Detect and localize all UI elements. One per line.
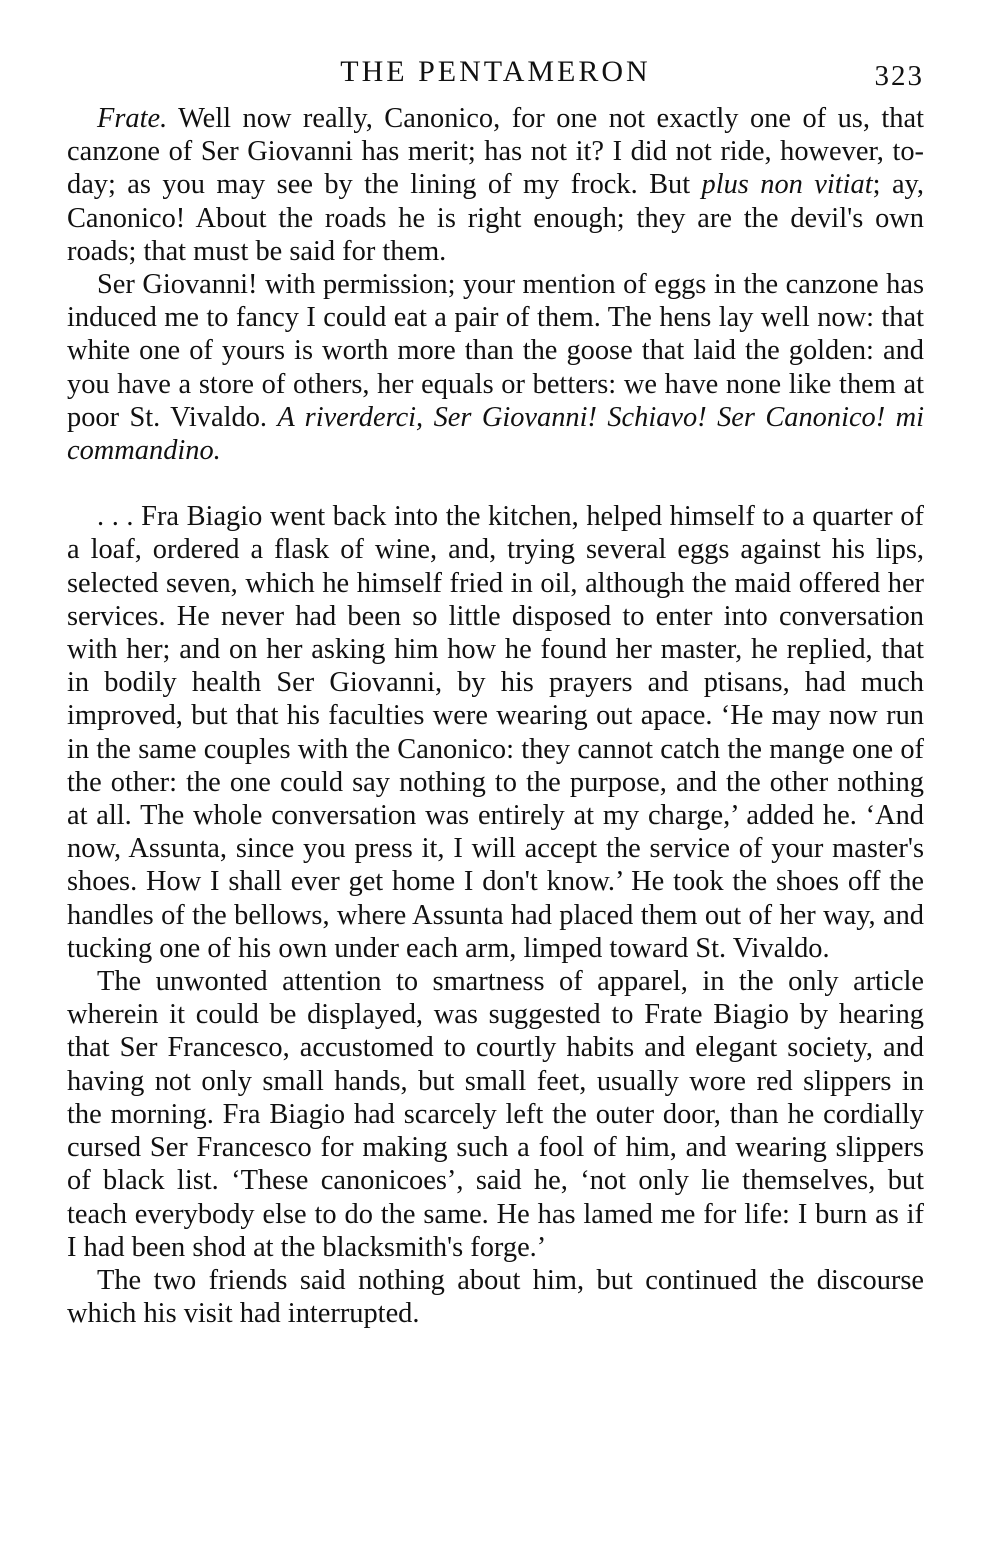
paragraph-frate-speech <box>67 102 924 268</box>
paragraph-red-slippers <box>67 965 924 1264</box>
paragraph-ser-giovanni <box>67 268 924 467</box>
paragraph-text: The unwonted attention to smartness of apparel, in the only article wherein it could be displayed, was suggested to Frate Biagio by hearing that Ser Francesco, accustomed to courtly habits and elegant society, and having not only small hands, but small feet, usually wore red slippers in the morning. Fra Biagio had scarcely left the outer door, than he cordially cursed Ser Francesco for making such a fool of him, and wearing slippers of black list. ‘These canonicoes’, said he, ‘not only lie themselves, but teach everybody else to do the same. He has lamed me for life: I burn as if I had been shod at the blacksmith's forge.’ <box>67 966 924 1263</box>
italian-farewell: A riverderci, Ser Giovanni! Schiavo! Ser Canonico! mi commandino. <box>67 401 925 467</box>
paragraph-text: Well now really, Canonico, for one not exactly one of us, that canzone of Ser Giovanni has merit; has not it? I did not ride, however, to-day; as you may see by the lining of my frock. But <box>67 103 924 201</box>
page-number: 323 <box>874 60 924 92</box>
paragraph-text: . . . Fra Biagio went back into the kitchen, helped himself to a quarter of a loaf, ordered a flask of wine, and, trying several eggs against his lips, selected seven, which he himself fried in oil, although the maid offered her services. He never had been so little disposed to enter into conversation with her; and on her asking him how he found her master, he replied, that in bodily health Ser Giovanni, by his prayers and ptisans, had much improved, but that his faculties were wearing out apace. ‘He may now run in the same couples with the Canonico: they cannot catch the mange one of the other: the one could say nothing to the purpose, and the other nothing at all. The whole conversation was entirely at my charge,’ added he. ‘And now, Assunta, since you press it, I will accept the service of your master's shoes. How I shall ever get home I don't know.’ He took the shoes off the handles of the bellows, where Assunta had placed them out of her way, and tucking one of his own under each arm, limped toward St. Vivaldo. <box>67 501 924 964</box>
latin-phrase: plus non vitiat <box>701 169 873 201</box>
speaker-label: Frate. <box>97 103 168 134</box>
paragraph-fra-biagio-kitchen <box>67 500 924 965</box>
paragraph-two-friends <box>67 1264 924 1330</box>
paragraph-text: The two friends said nothing about him, but continued the discourse which his visit had interrupted. <box>67 1264 924 1330</box>
running-head <box>67 52 924 92</box>
running-title: THE PENTAMERON <box>340 55 651 88</box>
section-break <box>67 467 924 500</box>
paragraph-text: Ser Giovanni! with permission; your mention of eggs in the canzone has induced me to fancy I could eat a pair of them. The hens lay well now: that white one of yours is worth more than the goose that laid the golden: and you have a store of others, her equals or betters: we have none like them at poor St. Vivaldo. <box>67 269 924 433</box>
paragraph-text-continued: ; ay, Canonico! About the roads he is right enough; they are the devil's own roads; that must be said for them. <box>67 169 924 267</box>
book-page <box>67 52 924 1330</box>
